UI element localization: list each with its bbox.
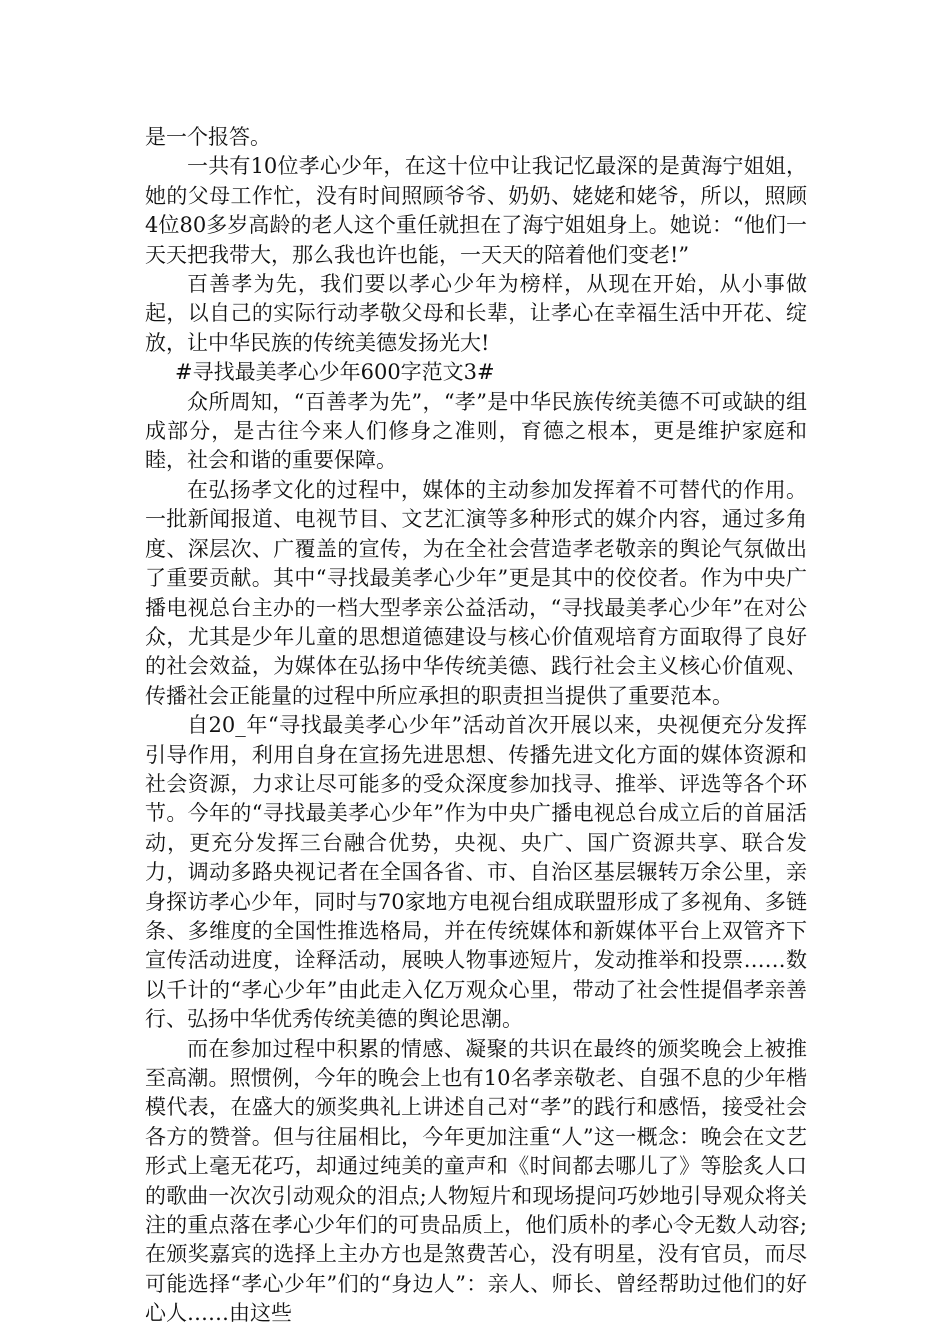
paragraph-continuation: 是一个报答。 <box>145 125 271 149</box>
paragraph-media-role: 在弘扬孝文化的过程中，媒体的主动参加发挥着不可替代的作用。一批新闻报道、电视节目、文艺汇演等多种形式的媒介内容，通过多角度、深层次、广覆盖的宣传，为在全社会营造孝老敬亲的舆论气氛做出了重要贡献。其中“寻找最美孝心少年”更是其中的佼佼者。作为中央广播电视总台主办的一档大型孝亲公益活动，“寻找最美孝心少年”在对公众，尤其是少年儿童的思想道德建设与核心价值观培育方面取得了良好的社会效益，为媒体在弘扬中华传统美德、践行社会主义核心价值观、传播社会正能量的过程中所应承担的职责担当提供了重要范本。 <box>145 477 807 708</box>
document-body <box>145 123 807 1329</box>
paragraph-filial-piety-first: 百善孝为先，我们要以孝心少年为榜样，从现在开始，从小事做起，以自己的实际行动孝敬父母和长辈，让孝心在幸福生活中开花、绽放，让中华民族的传统美德发扬光大! <box>145 272 807 355</box>
paragraph-intro: 众所周知，“百善孝为先”，“孝”是中华民族传统美德不可或缺的组成部分，是古往今来人们修身之准则，育德之根本，更是维护家庭和睦，社会和谐的重要保障。 <box>145 389 807 473</box>
paragraph-huang-haining: 一共有10位孝心少年，在这十位中让我记忆最深的是黄海宁姐姐，她的父母工作忙，没有时间照顾爷爷、奶奶、姥姥和姥爷，所以，照顾4位80多岁高龄的老人这个重任就担在了海宁姐姐身上。她说：“他们一天天把我带大，那么我也许也能，一天天的陪着他们变老!” <box>145 154 807 267</box>
section-heading: #寻找最美孝心少年600字范文3# <box>175 360 495 385</box>
paragraph-cctv-activity: 自20_年“寻找最美孝心少年”活动首次开展以来，央视便充分发挥引导作用，利用自身在宣扬先进思想、传播先进文化方面的媒体资源和社会资源，力求让尽可能多的受众深度参加找寻、推举、评选等各个环节。今年的“寻找最美孝心少年”作为中央广播电视总台成立后的首届活动，更充分发挥三台融合优势，央视、央广、国广资源共享、联合发力，调动多路央视记者在全国各省、市、自治区基层辗转万余公里，亲身探访孝心少年，同时与70家地方电视台组成联盟形成了多视角、多链条、多维度的全国性推选格局，并在传统媒体和新媒体平台上双管齐下宣传活动进度，诠释活动，展映人物事迹短片，发动推举和投票……数以千计的“孝心少年”由此走入亿万观众心里，带动了社会性提倡孝亲善行、弘扬中华优秀传统美德的舆论思潮。 <box>145 713 807 1032</box>
paragraph-award-ceremony: 而在参加过程中积累的情感、凝聚的共识在最终的颁奖晚会上被推至高潮。照惯例，今年的晚会上也有10名孝亲敬老、自强不息的少年楷模代表，在盛大的颁奖典礼上讲述自己对“孝”的践行和感悟，接受社会各方的赞誉。但与往届相比，今年更加注重“人”这一概念：晚会在文艺形式上毫无花巧，却通过纯美的童声和《时间都去哪儿了》等脍炙人口的歌曲一次次引动观众的泪点;人物短片和现场提问巧妙地引导观众将关注的重点落在孝心少年们的可贵品质上，他们质朴的孝心令无数人动容;在颁奖嘉宾的选择上主办方也是煞费苦心，没有明星，没有官员，而尽可能选择“孝心少年”们的“身边人”：亲人、师长、曾经帮助过他们的好心人……由这些 <box>145 1036 807 1326</box>
